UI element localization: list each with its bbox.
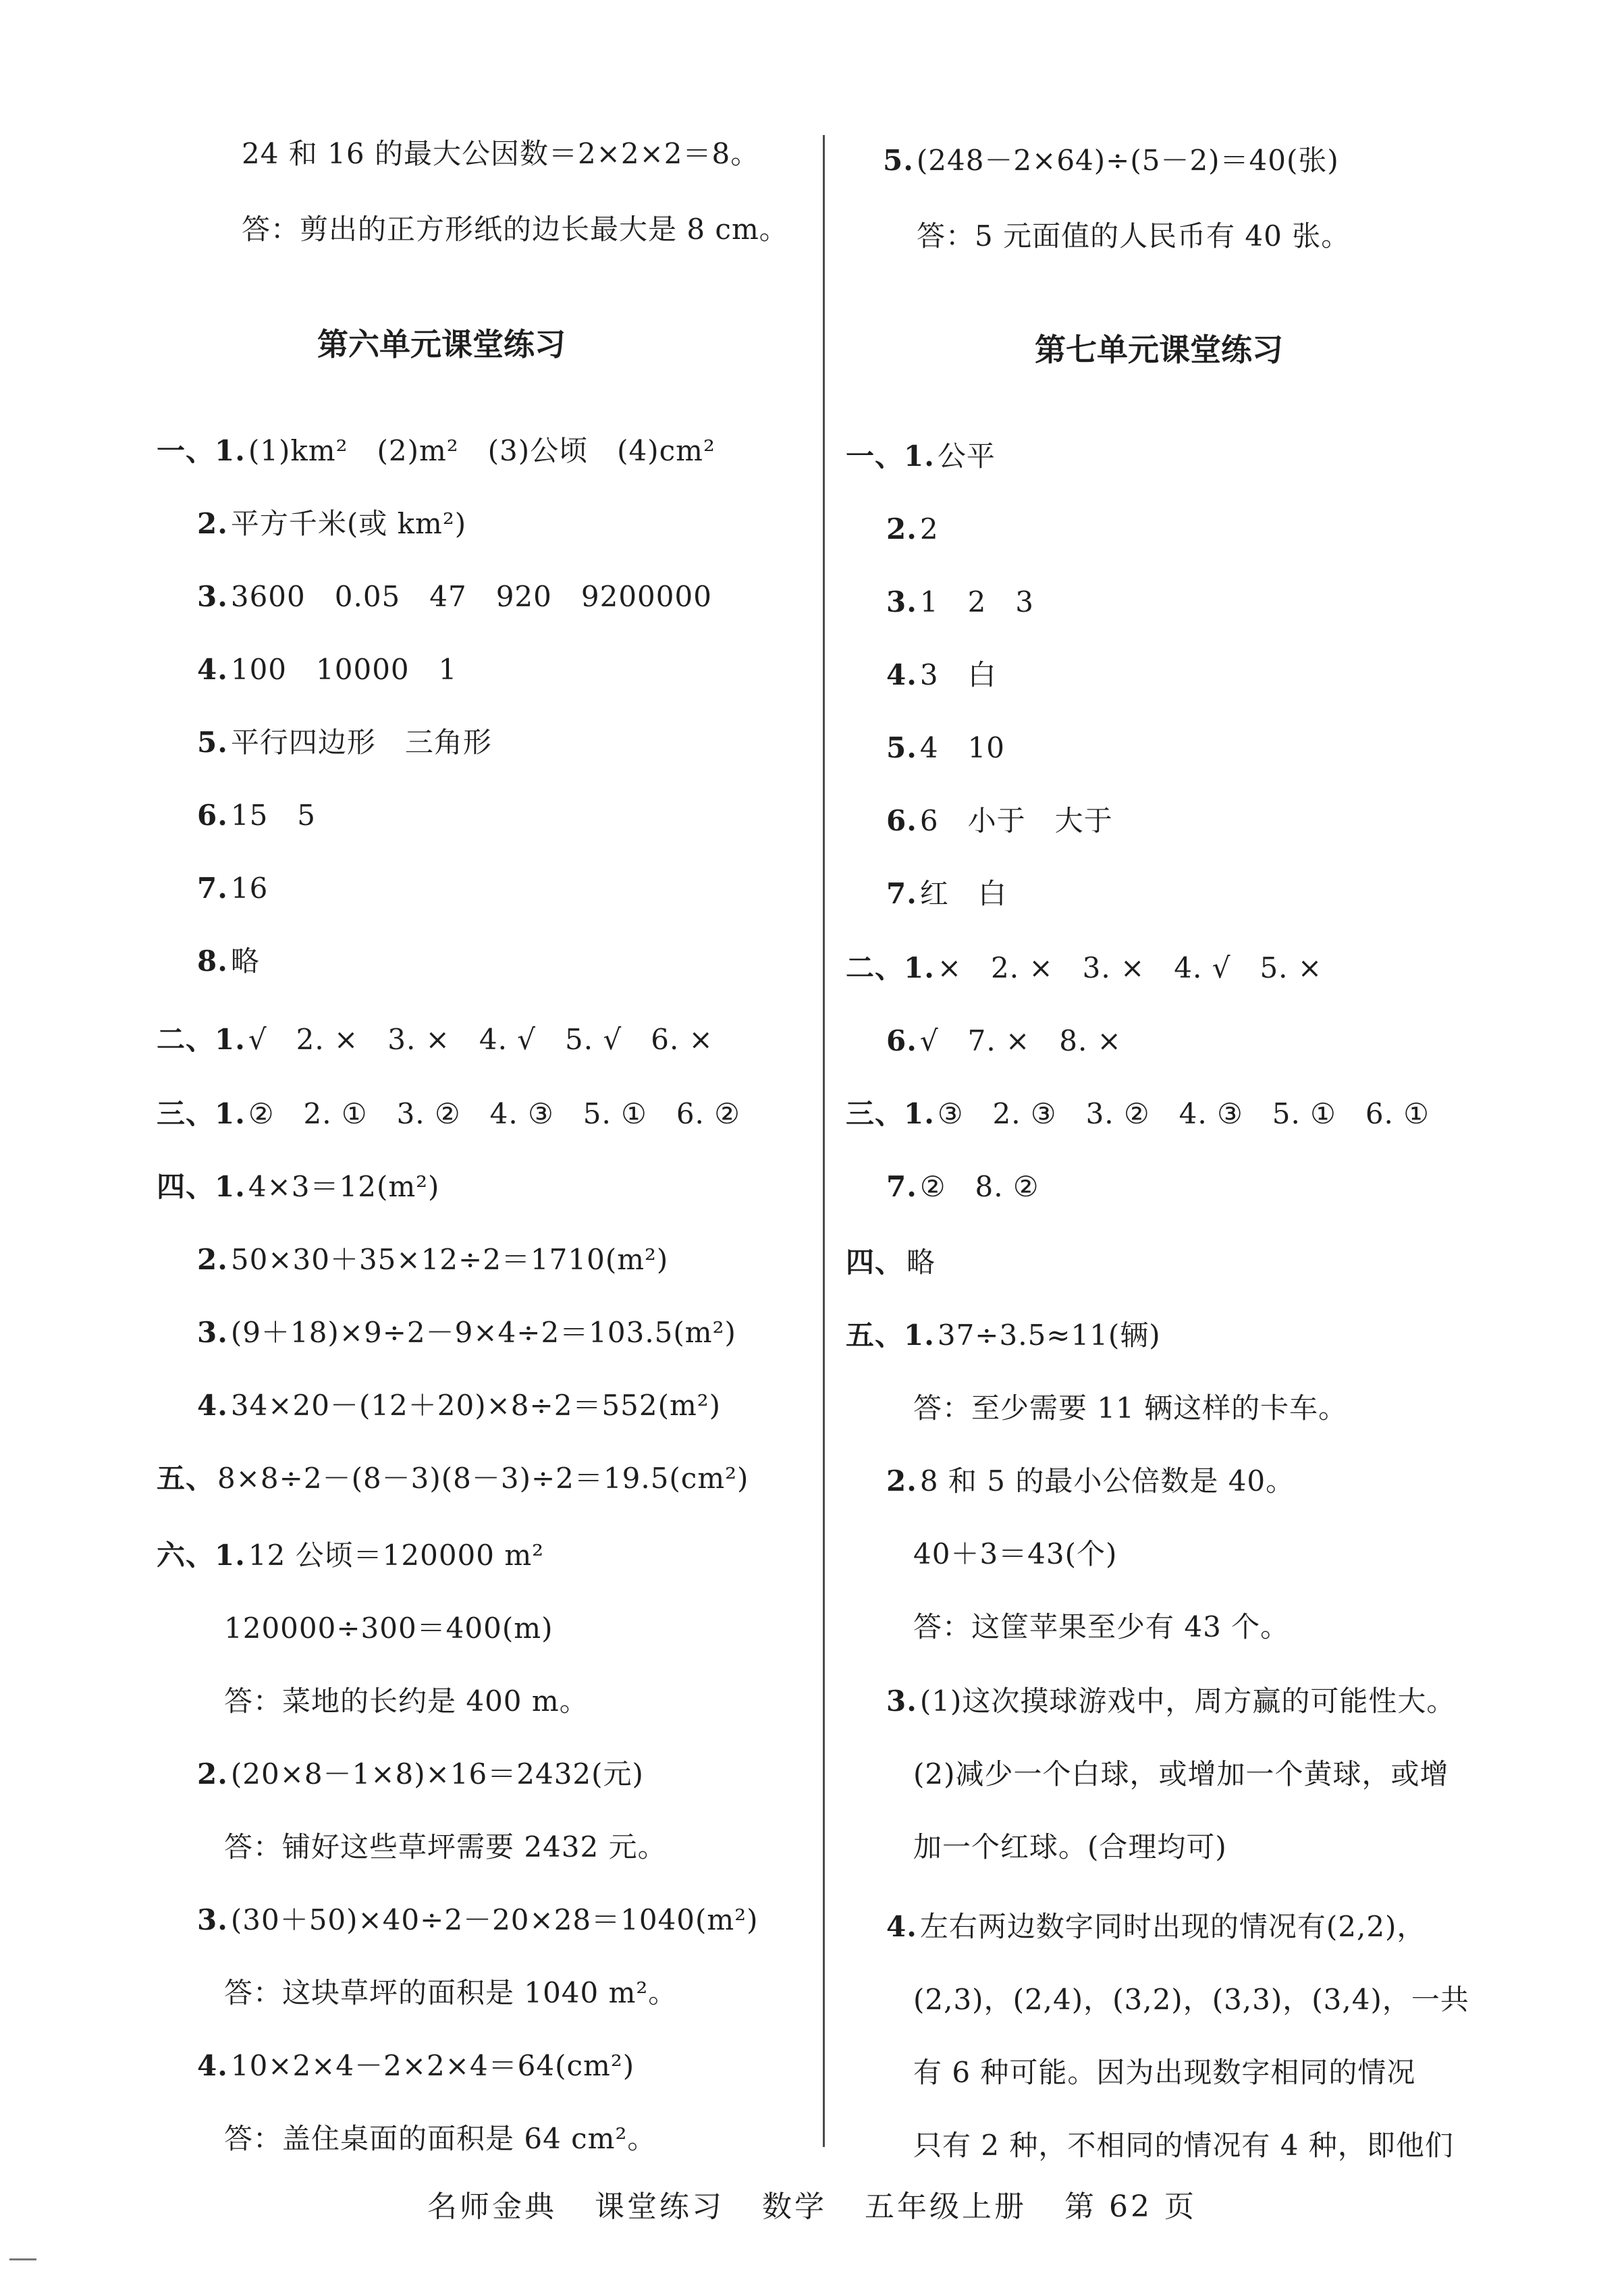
item-number: 二、1. bbox=[157, 1023, 246, 1056]
page-footer bbox=[0, 2188, 1624, 2227]
left-answer-row bbox=[197, 2047, 634, 2085]
item-number: 8. bbox=[197, 945, 228, 978]
footer-subject: 数学 bbox=[762, 2190, 828, 2224]
item-number: 5. bbox=[883, 144, 914, 177]
item-text: 答：铺好这些草坪需要 2432 元。 bbox=[224, 1830, 667, 1863]
left-answer-row bbox=[197, 651, 457, 689]
item-text: 120000÷300＝400(m) bbox=[224, 1612, 553, 1645]
right-answer-row bbox=[913, 1535, 1117, 1573]
item-text: 8×8÷2－(8－3)(8－3)÷2＝19.5(cm²) bbox=[217, 1462, 749, 1495]
item-text: 略 bbox=[906, 1246, 936, 1279]
item-text: 6 小于 大于 bbox=[919, 804, 1113, 837]
right-answer-row bbox=[886, 1462, 1295, 1500]
right-answer-row bbox=[886, 875, 1007, 913]
item-text: 3 白 bbox=[919, 658, 997, 691]
right-answer-row bbox=[846, 1317, 1161, 1354]
item-text: 答：这块草坪的面积是 1040 m²。 bbox=[224, 1976, 678, 2009]
right-answer-row bbox=[913, 1828, 1227, 1866]
scan-edge-mark bbox=[9, 2258, 36, 2260]
item-text: (248－2×64)÷(5－2)＝40(张) bbox=[916, 144, 1339, 177]
item-number: 一、1. bbox=[846, 440, 935, 473]
item-text: 平行四边形 三角形 bbox=[230, 726, 492, 759]
item-number: 2. bbox=[197, 1757, 228, 1791]
right-answer-row bbox=[913, 1981, 1469, 2019]
right-answer-row bbox=[846, 1244, 936, 1281]
item-number: 3. bbox=[197, 1316, 228, 1349]
unit-seven-title: 第七单元课堂练习 bbox=[1035, 332, 1283, 368]
right-answer-row bbox=[913, 1755, 1449, 1793]
item-text: (2)减少一个白球，或增加一个黄球，或增 bbox=[913, 1757, 1449, 1791]
item-text: 只有 2 种，不相同的情况有 4 种，即他们 bbox=[913, 2129, 1454, 2162]
item-text: 40＋3＝43(个) bbox=[913, 1537, 1118, 1570]
item-text: √ 2. × 3. × 4. √ 5. √ 6. × bbox=[248, 1023, 713, 1056]
item-text: 3600 0.05 47 920 9200000 bbox=[230, 580, 712, 613]
item-text: 公平 bbox=[937, 440, 996, 473]
right-answer-row bbox=[846, 1095, 1430, 1133]
item-number: 4. bbox=[197, 2049, 228, 2082]
item-text: 15 5 bbox=[230, 799, 317, 832]
left-answer-row bbox=[157, 1021, 713, 1059]
item-text: 答：这筐苹果至少有 43 个。 bbox=[913, 1610, 1290, 1643]
item-text: 答：至少需要 11 辆这样的卡车。 bbox=[913, 1391, 1348, 1425]
left-answer-row bbox=[224, 1610, 553, 1647]
item-number: 7. bbox=[886, 877, 917, 910]
item-text: ② 8. ② bbox=[919, 1170, 1039, 1203]
item-text: 平方千米(或 km²) bbox=[230, 507, 467, 540]
item-text: 2 bbox=[919, 512, 939, 546]
left-answer-row bbox=[157, 1168, 439, 1206]
footer-brand: 名师金典 bbox=[427, 2190, 558, 2224]
item-number: 3. bbox=[197, 580, 228, 613]
item-text: ③ 2. ③ 3. ② 4. ③ 5. ① 6. ① bbox=[937, 1097, 1430, 1130]
item-number: 五、 bbox=[157, 1462, 215, 1495]
footer-page-number: 第 62 页 bbox=[1064, 2190, 1197, 2224]
right-top-line-2: 答：5 元面值的人民币有 40 张。 bbox=[917, 219, 1351, 253]
item-number: 6. bbox=[886, 1024, 917, 1057]
item-text: 加一个红球。(合理均可) bbox=[913, 1830, 1227, 1863]
right-answer-row bbox=[913, 1608, 1289, 1646]
item-text: 答：菜地的长约是 400 m。 bbox=[224, 1685, 589, 1718]
left-answer-row bbox=[197, 1314, 736, 1352]
right-answer-row bbox=[886, 1908, 1426, 1946]
left-answer-row bbox=[197, 724, 492, 762]
item-number: 2. bbox=[197, 507, 228, 540]
item-text: (30＋50)×40÷2－20×28＝1040(m²) bbox=[230, 1903, 759, 1936]
item-number: 7. bbox=[197, 872, 228, 905]
item-text: 37÷3.5≈11(辆) bbox=[937, 1319, 1161, 1352]
item-number: 四、 bbox=[846, 1246, 904, 1279]
left-answer-row bbox=[224, 2120, 656, 2158]
left-answer-row bbox=[197, 943, 260, 980]
item-number: 二、1. bbox=[846, 951, 935, 984]
item-number: 7. bbox=[886, 1170, 917, 1203]
left-answer-row bbox=[224, 1828, 667, 1866]
left-answer-row bbox=[197, 578, 712, 616]
item-text: 4 10 bbox=[919, 731, 1006, 764]
item-number: 4. bbox=[197, 1389, 228, 1422]
right-answer-row bbox=[846, 949, 1322, 987]
right-answer-row bbox=[886, 802, 1113, 840]
item-number: 3. bbox=[886, 1685, 917, 1718]
left-answer-row bbox=[224, 1682, 589, 1720]
item-text: (1)km² (2)m² (3)公顷 (4)cm² bbox=[248, 434, 715, 467]
left-top-line-2: 答：剪出的正方形纸的边长最大是 8 cm。 bbox=[242, 213, 788, 246]
left-answer-row bbox=[157, 432, 715, 470]
column-divider bbox=[823, 135, 825, 2147]
unit-six-title: 第六单元课堂练习 bbox=[317, 326, 566, 363]
right-answer-row bbox=[886, 1022, 1122, 1060]
item-text: 12 公顷＝120000 m² bbox=[248, 1539, 544, 1572]
right-answer-row bbox=[886, 729, 1005, 767]
left-answer-row bbox=[157, 1095, 740, 1133]
right-answer-row bbox=[886, 656, 997, 694]
item-text: × 2. × 3. × 4. √ 5. × bbox=[937, 951, 1323, 984]
item-text: √ 7. × 8. × bbox=[919, 1024, 1122, 1057]
item-text: ② 2. ① 3. ② 4. ③ 5. ① 6. ② bbox=[248, 1097, 740, 1130]
right-answer-row bbox=[913, 2054, 1415, 2092]
item-number: 3. bbox=[197, 1903, 228, 1936]
item-number: 一、1. bbox=[157, 434, 246, 467]
item-number: 2. bbox=[886, 512, 917, 546]
left-answer-row bbox=[197, 1901, 758, 1939]
footer-grade: 五年级上册 bbox=[865, 2190, 1027, 2224]
item-number: 2. bbox=[886, 1464, 917, 1497]
left-answer-row bbox=[197, 870, 268, 907]
item-text: 16 bbox=[230, 872, 269, 905]
item-text: 4×3＝12(m²) bbox=[248, 1170, 440, 1203]
item-text: 略 bbox=[230, 945, 260, 978]
left-answer-row bbox=[157, 1537, 544, 1574]
left-answer-row bbox=[197, 1755, 644, 1793]
item-number: 2. bbox=[197, 1243, 228, 1276]
item-text: (9＋18)×9÷2－9×4÷2＝103.5(m²) bbox=[230, 1316, 736, 1349]
item-text: 左右两边数字同时出现的情况有(2,2)， bbox=[919, 1910, 1426, 1943]
right-answer-row bbox=[886, 510, 939, 548]
item-text: (20×8－1×8)×16＝2432(元) bbox=[230, 1757, 644, 1791]
right-answer-row bbox=[913, 1389, 1347, 1427]
right-answer-row bbox=[886, 1168, 1039, 1206]
item-number: 四、1. bbox=[157, 1170, 246, 1203]
right-answer-row bbox=[846, 438, 996, 475]
right-answer-row bbox=[886, 1682, 1455, 1720]
left-answer-row bbox=[157, 1460, 749, 1497]
item-number: 4. bbox=[197, 653, 228, 686]
item-text: 10×2×4－2×2×4＝64(cm²) bbox=[230, 2049, 635, 2082]
left-top-line-1: 24 和 16 的最大公因数＝2×2×2＝8。 bbox=[242, 137, 760, 170]
item-number: 3. bbox=[886, 585, 917, 618]
left-answer-row bbox=[197, 505, 466, 543]
item-text: 50×30＋35×12÷2＝1710(m²) bbox=[230, 1243, 669, 1276]
item-text: 8 和 5 的最小公倍数是 40。 bbox=[919, 1464, 1295, 1497]
footer-series: 课堂练习 bbox=[595, 2190, 725, 2224]
right-answer-row bbox=[913, 2127, 1454, 2165]
item-text: 34×20－(12＋20)×8÷2＝552(m²) bbox=[230, 1389, 722, 1422]
item-text: 100 10000 1 bbox=[230, 653, 458, 686]
item-text: 红 白 bbox=[919, 877, 1007, 910]
item-number: 五、1. bbox=[846, 1319, 935, 1352]
item-number: 6. bbox=[197, 799, 228, 832]
item-number: 六、1. bbox=[157, 1539, 246, 1572]
item-number: 三、1. bbox=[157, 1097, 246, 1130]
item-number: 6. bbox=[886, 804, 917, 837]
item-number: 5. bbox=[886, 731, 917, 764]
item-number: 4. bbox=[886, 658, 917, 691]
right-top-line-1 bbox=[883, 142, 1339, 180]
right-answer-row bbox=[886, 583, 1034, 621]
item-text: 1 2 3 bbox=[919, 585, 1035, 618]
left-answer-row bbox=[197, 1387, 721, 1425]
left-answer-row bbox=[224, 1974, 677, 2012]
item-number: 5. bbox=[197, 726, 228, 759]
item-number: 4. bbox=[886, 1910, 917, 1943]
left-answer-row bbox=[197, 797, 316, 834]
item-text: (1)这次摸球游戏中，周方赢的可能性大。 bbox=[919, 1685, 1456, 1718]
left-answer-row bbox=[197, 1241, 668, 1279]
item-text: (2,3)，(2,4)，(3,2)，(3,3)，(3,4)，一共 bbox=[913, 1983, 1469, 2016]
item-text: 有 6 种可能。因为出现数字相同的情况 bbox=[913, 2056, 1416, 2089]
item-text: 答：盖住桌面的面积是 64 cm²。 bbox=[224, 2122, 657, 2155]
item-number: 三、1. bbox=[846, 1097, 935, 1130]
